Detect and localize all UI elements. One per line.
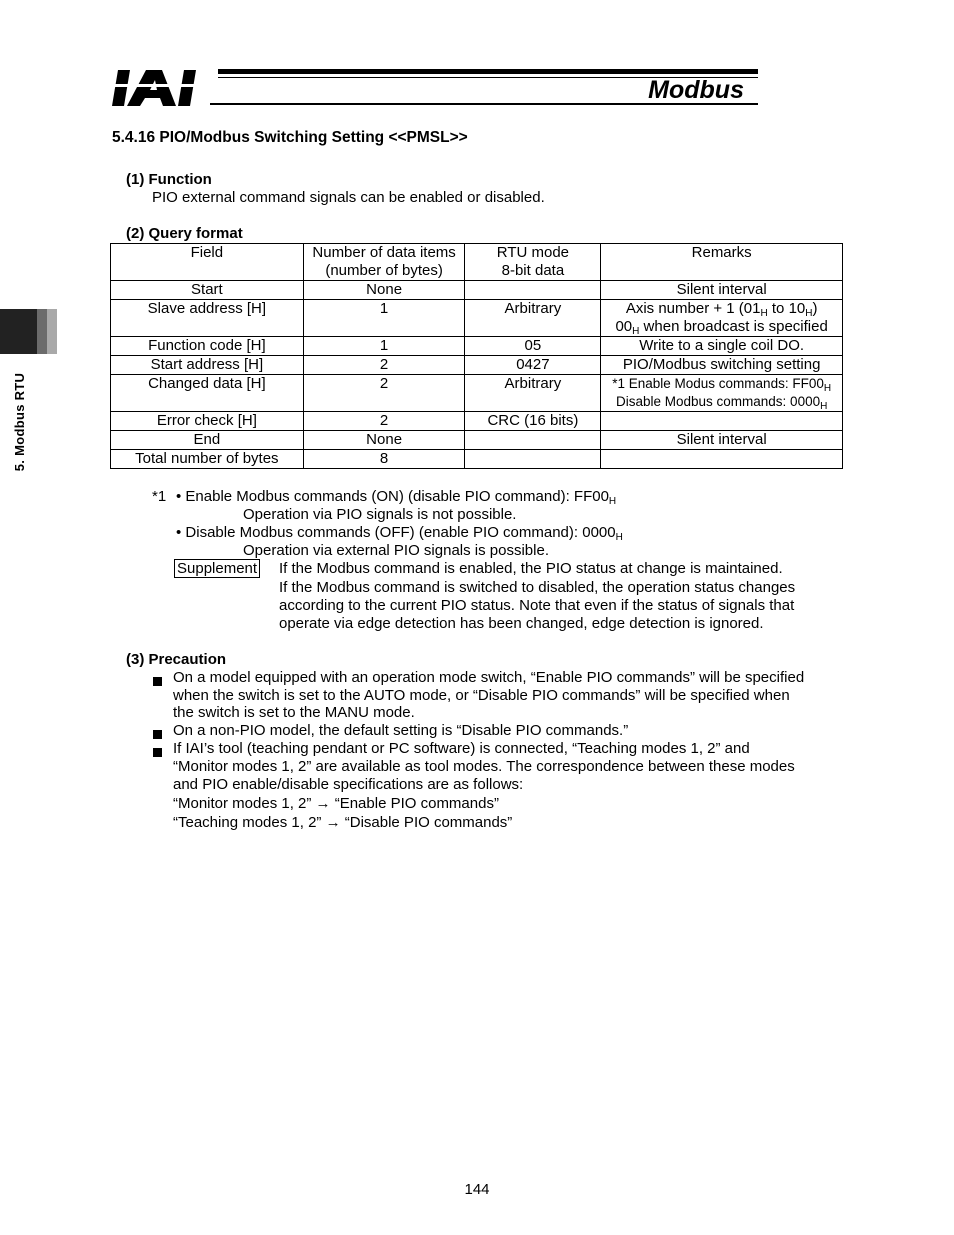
side-tab-shade-light	[47, 309, 57, 354]
side-tab-label: 5. Modbus RTU	[12, 372, 27, 472]
query-format-table	[110, 243, 843, 469]
cell-rtu: Arbitrary	[465, 375, 601, 412]
cell-remarks: Write to a single coil DO.	[601, 337, 843, 356]
precaution-line: the switch is set to the MANU mode.	[173, 704, 415, 721]
query-heading: (2) Query format	[126, 225, 243, 242]
precaution-line: “Teaching modes 1, 2” → “Disable PIO commands”	[173, 814, 513, 831]
cell-field: Changed data [H]	[111, 375, 304, 412]
table-header-row	[111, 244, 843, 281]
footnote-enable: • Enable Modbus commands (ON) (disable PIO command): $FF00_H$	[176, 488, 617, 507]
cell-field: Start address [H]	[111, 356, 304, 375]
table-row	[111, 281, 843, 300]
precaution-line: and PIO enable/disable specifications are as follows:	[173, 776, 524, 793]
precaution-line: On a non-PIO model, the default setting is “Disable PIO commands.”	[173, 722, 629, 739]
function-heading: (1) Function	[126, 171, 212, 188]
table-row	[111, 375, 843, 412]
table-row	[111, 450, 843, 469]
cell-field: Start	[111, 281, 304, 300]
cell-rtu: 05	[465, 337, 601, 356]
side-tab-shade-dark	[37, 309, 47, 354]
cell-count: 1	[303, 337, 465, 356]
table-row	[111, 356, 843, 375]
cell-count: 2	[303, 356, 465, 375]
cell-count: 2	[303, 412, 465, 431]
footnote-disable-note: Operation via external PIO signals is possible.	[243, 542, 549, 559]
table-row	[111, 412, 843, 431]
function-text: PIO external command signals can be enabled or disabled.	[152, 189, 545, 206]
cell-field: Function code [H]	[111, 337, 304, 356]
header-title: Modbus	[648, 76, 744, 104]
page-number: 144	[464, 1181, 490, 1198]
cell-rtu: Arbitrary	[465, 300, 601, 337]
cell-field: Slave address [H]	[111, 300, 304, 337]
cell-rtu	[465, 431, 601, 450]
cell-rtu: 0427	[465, 356, 601, 375]
precaution-line: “Monitor modes 1, 2” → “Enable PIO commands”	[173, 795, 499, 812]
side-tab-marker	[0, 309, 37, 354]
cell-count: None	[303, 431, 465, 450]
column-header-rtu: RTU mode 8-bit data	[465, 244, 601, 281]
bullet-square-icon	[153, 744, 162, 762]
column-header-count: Number of data items (number of bytes)	[303, 244, 465, 281]
cell-rtu	[465, 450, 601, 469]
column-header-remarks: Remarks	[601, 244, 843, 281]
cell-remarks: *1 Enable Modus commands: $FF00_H$ Disable Modbus commands: $0000_H$	[601, 375, 843, 412]
cell-count: None	[303, 281, 465, 300]
footnote-marker: *1	[152, 488, 167, 505]
supplement-line: operate via edge detection has been changed, edge detection is ignored.	[279, 615, 764, 632]
cell-field: End	[111, 431, 304, 450]
cell-remarks: PIO/Modbus switching setting	[601, 356, 843, 375]
bullet-square-icon	[153, 673, 162, 691]
bullet-square-icon	[153, 726, 162, 744]
table-row	[111, 431, 843, 450]
cell-count: 8	[303, 450, 465, 469]
footnote-disable: • Disable Modbus commands (OFF) (enable PIO command): $0000_H$	[176, 524, 623, 543]
iai-logo	[112, 70, 212, 106]
cell-count: 2	[303, 375, 465, 412]
supplement-line: If the Modbus command is enabled, the PIO status at change is maintained.	[279, 560, 783, 577]
cell-field: Error check [H]	[111, 412, 304, 431]
cell-field: Total number of bytes	[111, 450, 304, 469]
precaution-line: when the switch is set to the AUTO mode, or “Disable PIO commands” will be specified when	[173, 687, 790, 704]
section-title: 5.4.16 PIO/Modbus Switching Setting <<PMSL>>	[112, 129, 468, 146]
precaution-line: If IAI’s tool (teaching pendant or PC software) is connected, “Teaching modes 1, 2” and	[173, 740, 750, 757]
precaution-line: “Monitor modes 1, 2” are available as tool modes. The correspondence between these modes	[173, 758, 795, 775]
header-rule-top	[218, 69, 758, 74]
cell-remarks: Silent interval	[601, 431, 843, 450]
cell-remarks	[601, 412, 843, 431]
precaution-heading: (3) Precaution	[126, 651, 227, 668]
cell-count: 1	[303, 300, 465, 337]
column-header-field: Field	[111, 244, 304, 281]
supplement-line: If the Modbus command is switched to disabled, the operation status changes	[279, 579, 796, 596]
cell-rtu: CRC (16 bits)	[465, 412, 601, 431]
cell-remarks	[601, 450, 843, 469]
supplement-line: according to the current PIO status. Note that even if the status of signals that	[279, 597, 795, 614]
precaution-line: On a model equipped with an operation mode switch, “Enable PIO commands” will be specified	[173, 669, 805, 686]
cell-rtu	[465, 281, 601, 300]
table-row	[111, 337, 843, 356]
supplement-label: Supplement	[174, 560, 260, 578]
table-row	[111, 300, 843, 337]
cell-remarks: Silent interval	[601, 281, 843, 300]
footnote-enable-note: Operation via PIO signals is not possible.	[243, 506, 517, 523]
cell-remarks: Axis number + 1 ($01_H$ to $10_H$) $00_H$ when broadcast is specified	[601, 300, 843, 337]
